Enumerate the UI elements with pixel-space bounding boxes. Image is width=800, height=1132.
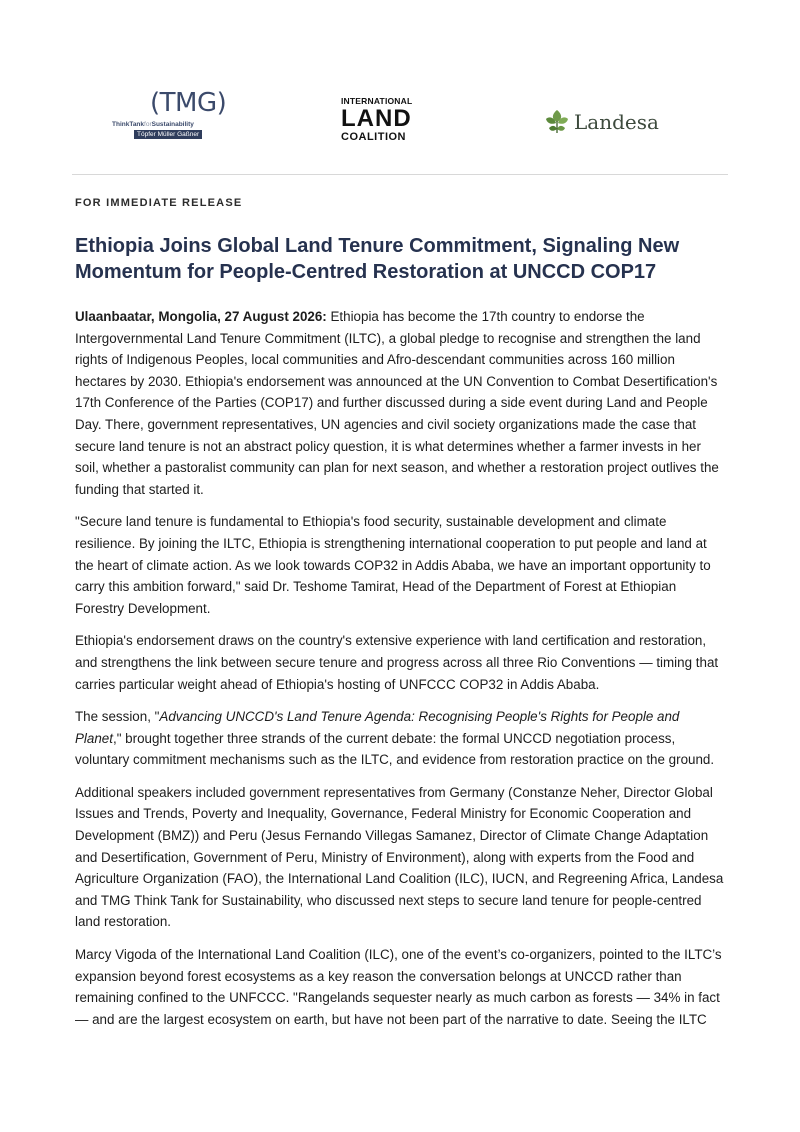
release-label: FOR IMMEDIATE RELEASE (75, 197, 243, 209)
tmg-tagline-for: for (144, 121, 152, 128)
tmg-tagline-sustainability: Sustainability (151, 121, 194, 128)
dateline: Ulaanbaatar, Mongolia, 27 August 2026: (75, 309, 327, 324)
partner-logos (0, 84, 800, 148)
ilc-logo-bottom: COALITION (341, 130, 406, 143)
tmg-logo-names: Töpfer Müller Gaßner (134, 130, 202, 139)
landesa-leaf-icon (543, 107, 571, 135)
paragraph-vigoda: Marcy Vigoda of the International Land Coalition (ILC), one of the event’s co-organizers, pointed to the ILTC’s expansion beyond forest ecosystems as a key reason the conversation belongs at UNCCD rather than remaining confined to the UNFCCC. "Rangelands sequester nearly as much carbon as forests — 34% in fact — and are the largest ecosystem on earth, but have not been part of the narrative to date. Seeing the ILTC (75, 947, 722, 1027)
press-release-body (75, 306, 727, 1041)
session-title: Advancing UNCCD's Land Tenure Agenda: Recognising People's Rights for People and Planet (75, 709, 680, 746)
paragraph-speakers: Additional speakers included government representatives from Germany (Constanze Neher, Director Global Issues and Trends, Poverty and Inequality, Governance, Federal Ministry for Economic Cooperation and Development (BMZ)) and Peru (Jesus Fernando Villegas Samanez, Director of Climate Change Adaptation and Desertification, Government of Peru, Ministry of Environment), along with experts from the Food and Agriculture Organization (FAO), the International Land Coalition (ILC), IUCN, and Regreening Africa, Landesa and TMG Think Tank for Sustainability, who discussed next steps to secure land tenure for people-centred land restoration. (75, 784, 724, 930)
headline: Ethiopia Joins Global Land Tenure Commitment, Signaling New Momentum for People-Centred Restoration at UNCCD COP17 (75, 235, 680, 283)
tmg-logo (112, 88, 227, 144)
paragraph-intro (75, 306, 727, 500)
ilc-logo (341, 97, 425, 143)
ilc-logo-top: INTERNATIONAL (341, 96, 413, 106)
session-post: ," brought together three strands of the current debate: the formal UNCCD negotiation process, voluntary commitment mechanisms such as the ILTC, and evidence from restoration practice on the ground. (75, 730, 715, 768)
header-divider (72, 174, 728, 175)
session-pre: The session, " (75, 709, 160, 725)
ilc-logo-mid: LAND (341, 104, 412, 132)
tmg-logo-tagline (112, 121, 194, 128)
landesa-logo (543, 107, 673, 137)
landesa-logo-word: Landesa (574, 110, 659, 134)
paragraph-session (75, 706, 727, 771)
tmg-logo-mark: (TMG) (150, 88, 227, 118)
paragraph-quote-tamirat: "Secure land tenure is fundamental to Ethiopia's food security, sustainable development and climate resilience. By joining the ILTC, Ethiopia is strengthening international cooperation to put people and land at the heart of climate action. As we look towards COP32 in Addis Ababa, we have an important opportunity to carry this ambition forward," said Dr. Teshome Tamirat, Head of the Department of Forest at Ethiopian Forestry Development. (75, 514, 711, 616)
paragraph-intro-text: Ethiopia has become the 17th country to endorse the Intergovernmental Land Tenure Commitment (ILTC), a global pledge to recognise and strengthen the land rights of Indigenous Peoples, local communities and Afro-descendant communities across 160 million hectares by 2030. Ethiopia's endorsement was announced at the UN Convention to Combat Desertification's 17th Conference of the Parties (COP17) and further discussed during a side event during Land and People Day. There, government representatives, UN agencies and civil society organizations made the case that secure land tenure is not an abstract policy question, it is what determines whether a farmer invests in her soil, whether a pastoralist community can plan for next season, and whether a restoration project outlives the funding that started it. (75, 309, 719, 497)
paragraph-endorsement: Ethiopia's endorsement draws on the country's extensive experience with land certification and restoration, and strengthens the link between secure tenure and progress across all three Rio Conventions — timing that carries particular weight ahead of Ethiopia's hosting of UNFCCC COP32 in Addis Ababa. (75, 633, 719, 692)
tmg-tagline-think: ThinkTank (112, 121, 145, 128)
